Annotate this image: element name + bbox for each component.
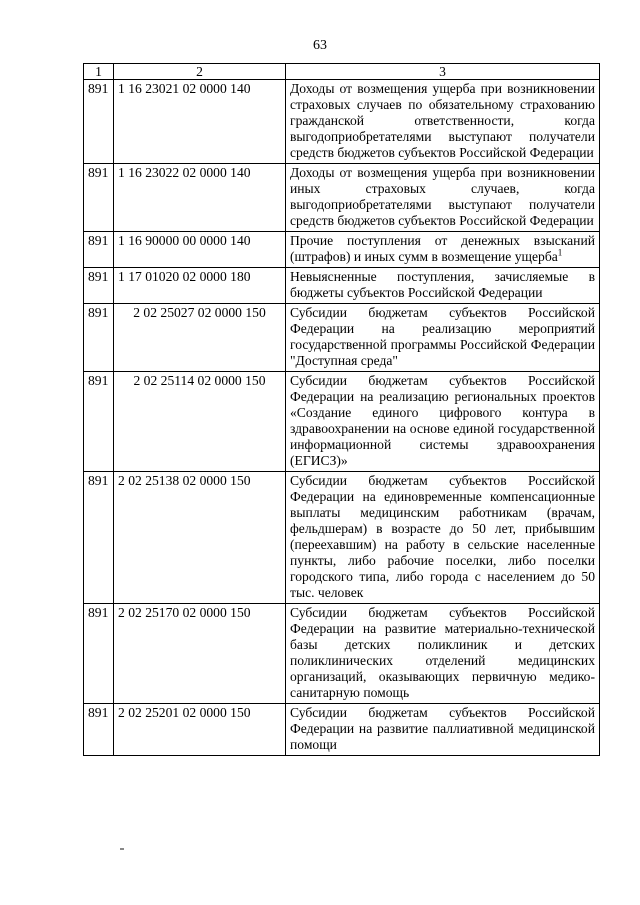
table-header-row: [84, 64, 600, 80]
scan-speck: [120, 848, 124, 850]
description-text: Субсидии бюджетам субъектов Российской Федерации на единовременные компенсационные выплаты медицинским работникам (врачам, фельдшерам) в возрасте до 50 лет, прибывшим (переехавшим) на работу в сельские населенные пункты, либо рабочие поселки, либо поселки городского типа, либо города с населением до 50 тыс. человек: [290, 473, 595, 600]
admin-code-cell: 891: [84, 232, 114, 268]
table-row: [84, 80, 600, 164]
description-text: Субсидии бюджетам субъектов Российской Федерации на развитие материально-технической базы детских поликлиник и детских поликлинических отделений медицинских организаций, оказывающих первичную медико-санитарную помощь: [290, 605, 595, 700]
table-row: [84, 472, 600, 604]
budget-code-cell: 2 02 25114 02 0000 150: [114, 372, 286, 472]
budget-code-cell: 1 16 90000 00 0000 140: [114, 232, 286, 268]
footnote-mark: 1: [557, 247, 563, 258]
description-cell: [286, 372, 600, 472]
table-row: [84, 704, 600, 756]
description-cell: [286, 604, 600, 704]
admin-code-cell: 891: [84, 472, 114, 604]
admin-code-cell: 891: [84, 304, 114, 372]
table-row: [84, 268, 600, 304]
description-text: Субсидии бюджетам субъектов Российской Федерации на реализацию региональных проектов «Создание единого цифрового контура в здравоохранении на основе единой государственной информационной системы здравоохранения (ЕГИСЗ)»: [290, 373, 595, 468]
description-cell: [286, 232, 600, 268]
table-row: [84, 304, 600, 372]
description-text: Доходы от возмещения ущерба при возникновении иных страховых случаев, когда выгодоприобретателями выступают получатели средств бюджетов субъектов Российской Федерации: [290, 165, 595, 228]
admin-code-cell: 891: [84, 704, 114, 756]
description-text: Субсидии бюджетам субъектов Российской Федерации на реализацию мероприятий государственной программы Российской Федерации "Доступная среда": [290, 305, 595, 368]
description-text: Субсидии бюджетам субъектов Российской Федерации на развитие паллиативной медицинской помощи: [290, 705, 595, 752]
admin-code-cell: 891: [84, 164, 114, 232]
budget-code-cell: 2 02 25027 02 0000 150: [114, 304, 286, 372]
admin-code-cell: 891: [84, 80, 114, 164]
revenue-codes-table: [83, 63, 600, 756]
admin-code-cell: 891: [84, 268, 114, 304]
description-text: Невыясненные поступления, зачисляемые в бюджеты субъектов Российской Федерации: [290, 269, 595, 300]
page-number: 63: [313, 38, 327, 53]
description-text: Прочие поступления от денежных взысканий (штрафов) и иных сумм в возмещение ущерба: [290, 233, 595, 264]
budget-code-cell: 2 02 25201 02 0000 150: [114, 704, 286, 756]
admin-code-cell: 891: [84, 604, 114, 704]
header-col-3: 3: [286, 64, 600, 80]
budget-code-cell: 2 02 25138 02 0000 150: [114, 472, 286, 604]
header-col-2: 2: [114, 64, 286, 80]
table-row: [84, 372, 600, 472]
table-row: [84, 604, 600, 704]
table-row: [84, 232, 600, 268]
header-col-1: 1: [84, 64, 114, 80]
description-text: Доходы от возмещения ущерба при возникновении страховых случаев по обязательному страхованию гражданской ответственности, когда выгодоприобретателями выступают получатели средств бюджетов субъектов Российской Федерации: [290, 81, 595, 160]
description-cell: [286, 304, 600, 372]
admin-code-cell: 891: [84, 372, 114, 472]
budget-code-cell: 2 02 25170 02 0000 150: [114, 604, 286, 704]
table-row: [84, 164, 600, 232]
budget-code-cell: 1 16 23021 02 0000 140: [114, 80, 286, 164]
description-cell: [286, 704, 600, 756]
description-cell: [286, 472, 600, 604]
description-cell: [286, 268, 600, 304]
description-cell: [286, 164, 600, 232]
budget-code-cell: 1 17 01020 02 0000 180: [114, 268, 286, 304]
budget-code-cell: 1 16 23022 02 0000 140: [114, 164, 286, 232]
description-cell: [286, 80, 600, 164]
